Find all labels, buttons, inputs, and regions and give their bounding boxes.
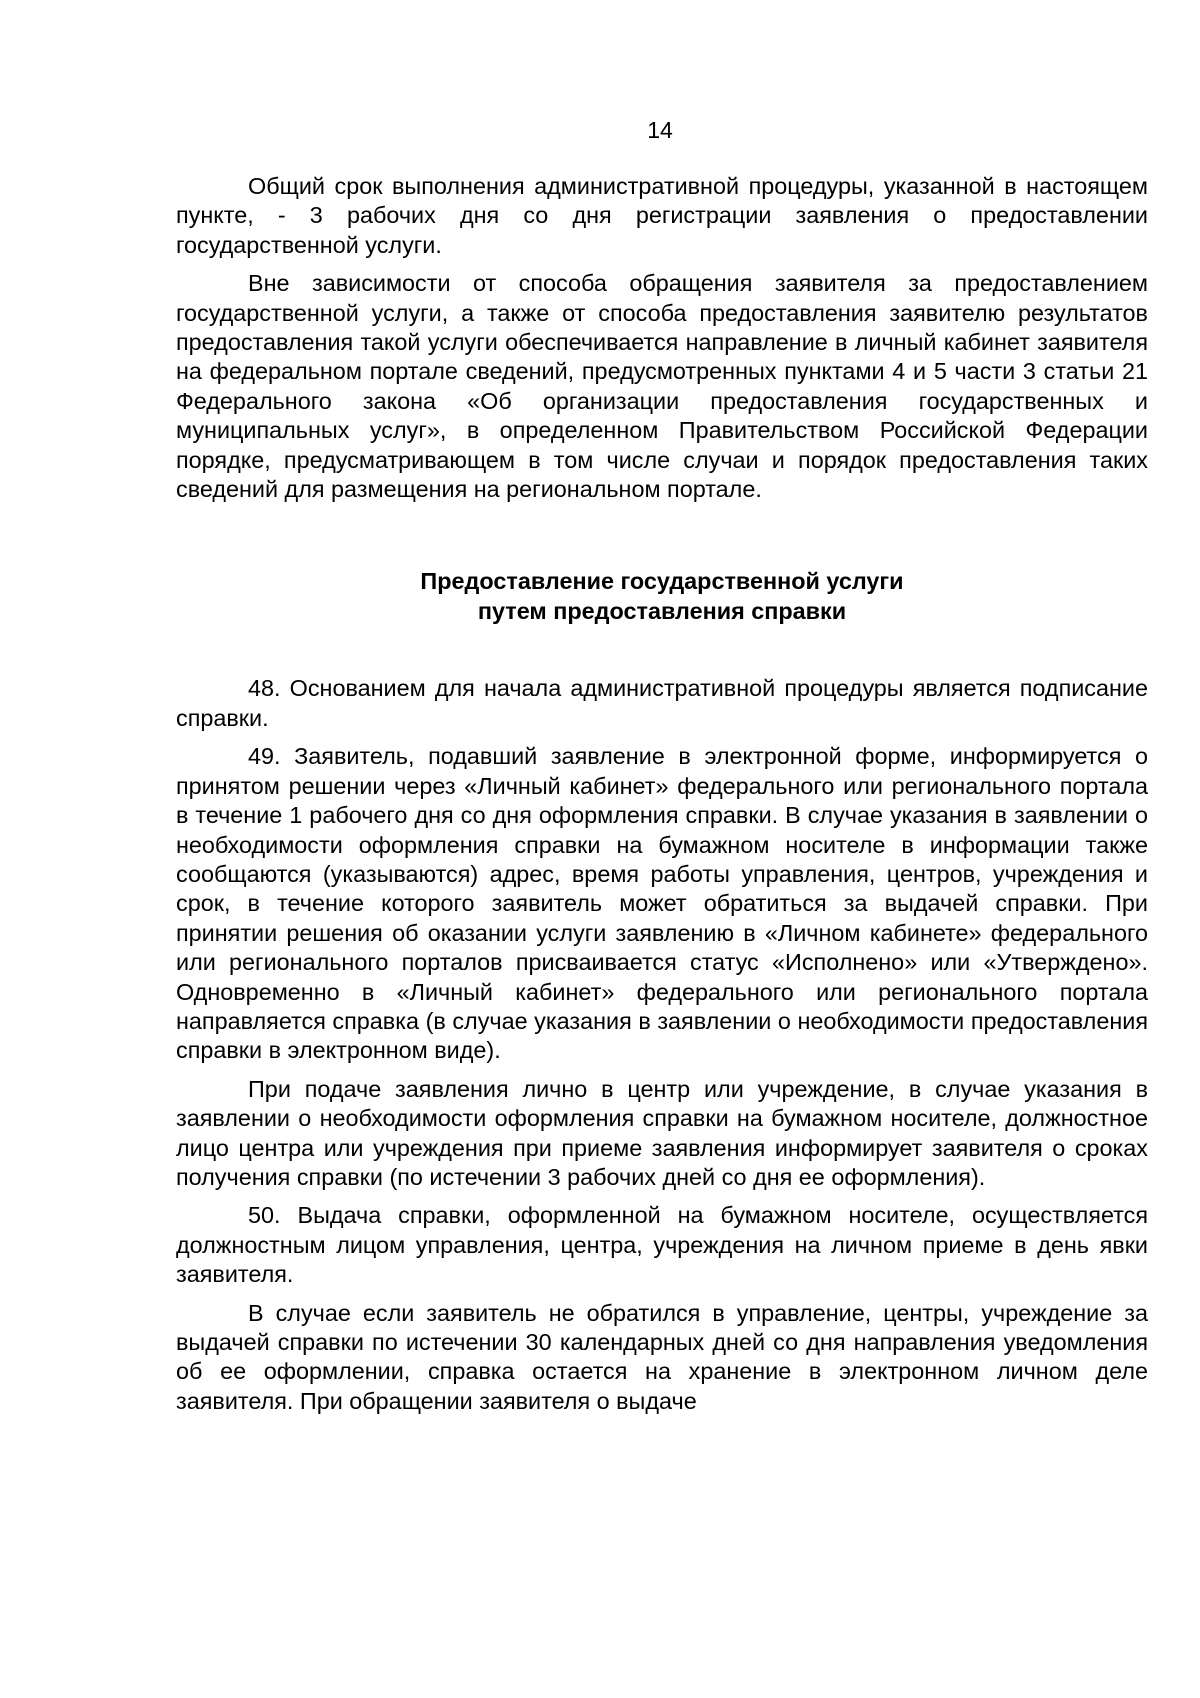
document-body	[176, 172, 1148, 1416]
section-heading-line-2: путем предоставления справки	[477, 598, 847, 625]
section-heading-line-1: Предоставление государственной услуги	[420, 568, 904, 595]
paragraph-storage: В случае если заявитель не обратился в управление, центры, учреждение за выдачей справки по истечении 30 календарных дней со дня направления уведомления об ее оформлении, справка остается на хранение в электронном личном деле заявителя. При обращении заявителя о выдаче	[176, 1299, 1148, 1414]
paragraph-48: 48. Основанием для начала административной процедуры является подписание справки.	[176, 675, 1148, 731]
paragraph-49: 49. Заявитель, подавший заявление в электронной форме, информируется о принятом решении через «Личный кабинет» федерального или регионального портала в течение 1 рабочего дня со дня оформления справки. В случае указания в заявлении о необходимости оформления справки на бумажном носителе в информации также сообщаются (указываются) адрес, время работы управления, центров, учреждения и срок, в течение которого заявитель может обратиться за выдачей справки. При принятии решения об оказании услуги заявлению в «Личном кабинете» федерального или регионального порталов присваивается статус «Исполнено» или «Утверждено». Одновременно в «Личный кабинет» федерального или регионального портала направляется справка (в случае указания в заявлении о необходимости предоставления справки в электронном виде).	[176, 743, 1148, 1064]
paragraph-procedure-term: Общий срок выполнения административной процедуры, указанной в настоящем пункте, - 3 рабочих дня со дня регистрации заявления о предоставлении государственной услуги.	[176, 173, 1148, 258]
paragraph-in-person-application: При подаче заявления лично в центр или учреждение, в случае указания в заявлении о необходимости оформления справки на бумажном носителе, должностное лицо центра или учреждения при приеме заявления информирует заявителя о сроках получения справки (по истечении 3 рабочих дней со дня ее оформления).	[176, 1075, 1148, 1190]
page-number: 14	[647, 117, 673, 143]
paragraph-personal-cabinet: Вне зависимости от способа обращения заявителя за предоставлением государственной услуги, а также от способа предоставления заявителю результатов предоставления такой услуги обеспечивается направление в личный кабинет заявителя на федеральном портале сведений, предусмотренных пунктами 4 и 5 части 3 статьи 21 Федерального закона «Об организации предоставления государственных и муниципальных услуг», в определенном Правительством Российской Федерации порядке, предусматривающем в том числе случаи и порядок предоставления таких сведений для размещения на региональном портале.	[176, 270, 1148, 503]
section-heading	[176, 566, 1148, 626]
paragraph-50: 50. Выдача справки, оформленной на бумажном носителе, осуществляется должностным лицом управления, центра, учреждения на личном приеме в день явки заявителя.	[176, 1202, 1148, 1288]
